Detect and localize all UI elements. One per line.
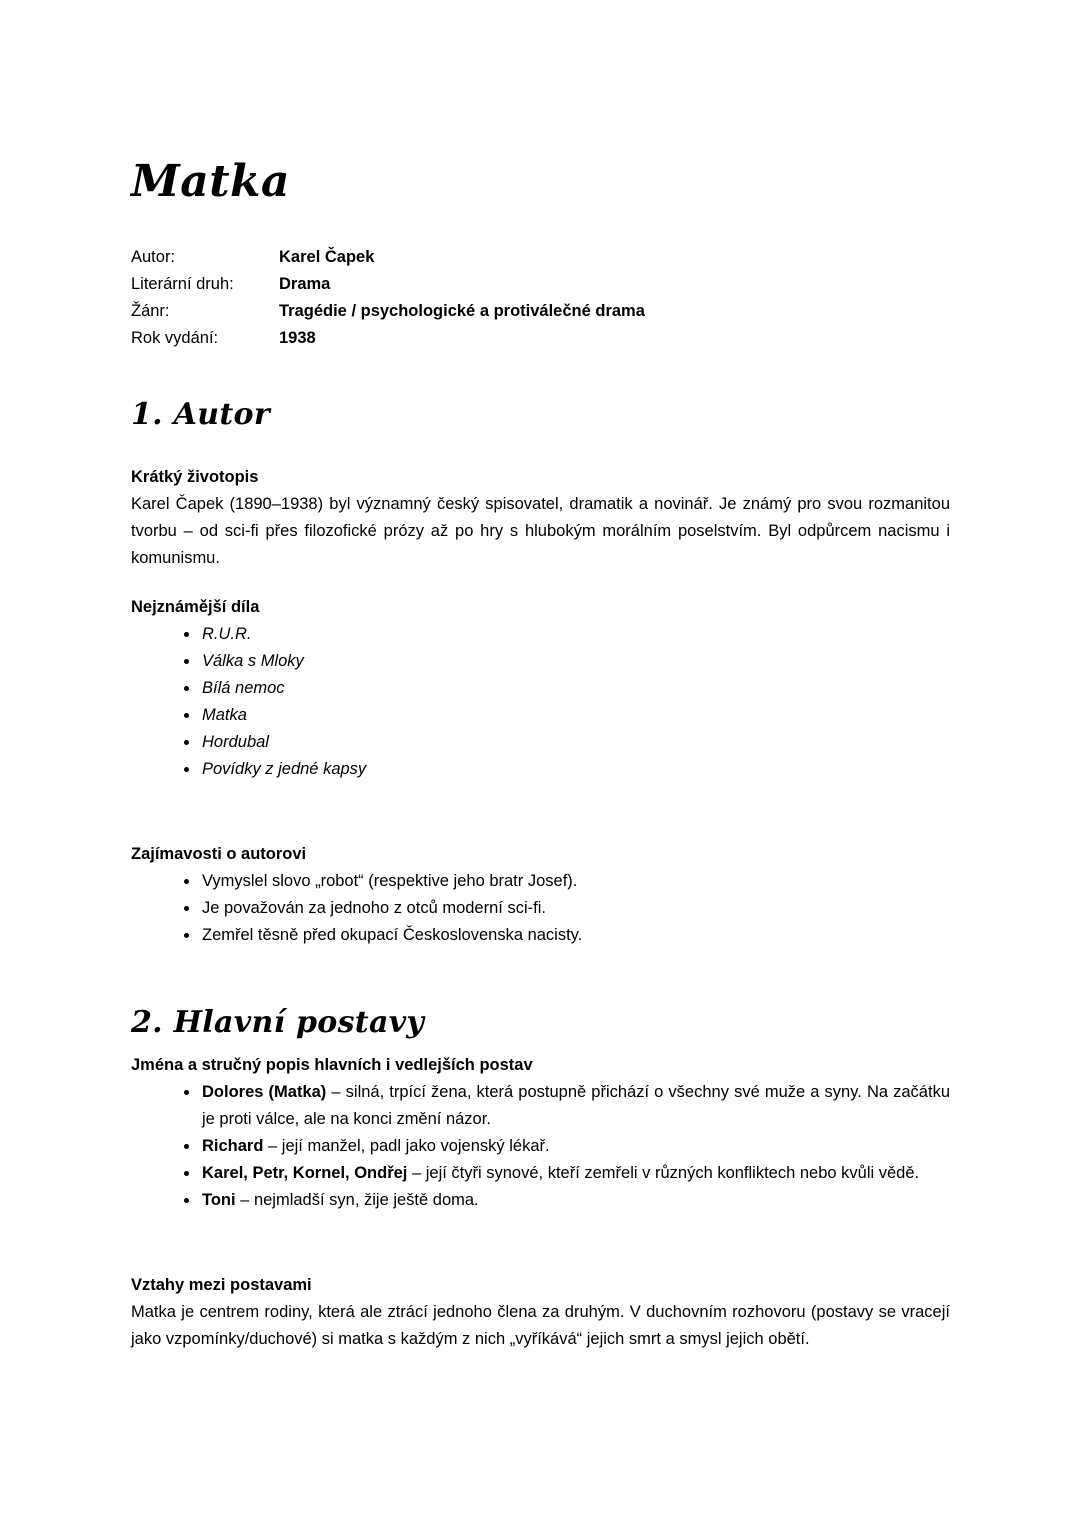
list-item-work: • Válka s Mloky bbox=[200, 648, 950, 675]
meta-value-genre: Tragédie / psychologické a protiválečné drama bbox=[279, 302, 645, 320]
subheading-facts: Zajímavosti o autorovi bbox=[131, 845, 307, 863]
facts-list bbox=[131, 868, 950, 949]
meta-label-year: Rok vydání: bbox=[131, 329, 219, 347]
section-heading-author: 1. Autor bbox=[131, 397, 270, 432]
meta-row-year bbox=[131, 325, 950, 352]
character-name: Toni bbox=[202, 1191, 236, 1209]
character-desc: – její manžel, padl jako vojenský lékař. bbox=[263, 1137, 550, 1155]
list-item-work: • R.U.R. bbox=[200, 621, 950, 648]
list-item-work: • Povídky z jedné kapsy bbox=[200, 756, 950, 783]
meta-value-literary-type: Drama bbox=[279, 275, 331, 293]
subheading-works: Nejznámější díla bbox=[131, 598, 260, 616]
characters-list bbox=[131, 1079, 950, 1214]
character-item bbox=[200, 1160, 950, 1187]
page-title: Matka bbox=[131, 156, 291, 207]
meta-value-author: Karel Čapek bbox=[279, 248, 375, 266]
character-desc: – nejmladší syn, žije ještě doma. bbox=[235, 1191, 479, 1209]
relations-paragraph: Matka je centrem rodiny, která ale ztrácí jednoho člena za druhým. V duchovním rozhovoru (postavy se vracejí jako vzpomínky/duchové) si matka s každým z nich „vyříkává“ jejich smrt a smysl jejich obětí. bbox=[131, 1303, 950, 1348]
meta-label-genre: Žánr: bbox=[131, 302, 170, 320]
character-desc: – její čtyři synové, kteří zemřeli v různých konfliktech nebo kvůli vědě. bbox=[407, 1164, 920, 1182]
list-item-fact: • Zemřel těsně před okupací Československa nacisty. bbox=[200, 922, 950, 949]
meta-value-year: 1938 bbox=[279, 329, 316, 347]
metadata-block bbox=[131, 244, 950, 352]
character-name: Karel, Petr, Kornel, Ondřej bbox=[202, 1164, 408, 1182]
list-item-fact: • Vymyslel slovo „robot“ (respektive jeho bratr Josef). bbox=[200, 868, 950, 895]
character-name: Richard bbox=[202, 1137, 264, 1155]
list-item-work: • Matka bbox=[200, 702, 950, 729]
subheading-relations: Vztahy mezi postavami bbox=[131, 1276, 312, 1294]
biography-paragraph: Karel Čapek (1890–1938) byl významný český spisovatel, dramatik a novinář. Je známý pro svou rozmanitou tvorbu – od sci-fi přes filozofické prózy až po hry s hlubokým morálním poselstvím. Byl odpůrcem nacismu i komunismu. bbox=[131, 495, 950, 567]
meta-label-author: Autor: bbox=[131, 248, 176, 266]
subheading-characters: Jména a stručný popis hlavních i vedlejších postav bbox=[131, 1056, 533, 1074]
list-item-work: • Hordubal bbox=[200, 729, 950, 756]
list-item-work: • Bílá nemoc bbox=[200, 675, 950, 702]
character-item bbox=[200, 1187, 950, 1214]
meta-row-author bbox=[131, 244, 950, 271]
meta-row-genre bbox=[131, 298, 950, 325]
meta-label-literary-type: Literární druh: bbox=[131, 275, 234, 293]
character-desc: – silná, trpící žena, která postupně přichází o všechny své muže a syny. Na začátku je proti válce, ale na konci změní názor. bbox=[202, 1083, 950, 1128]
section-heading-characters: 2. Hlavní postavy bbox=[131, 1005, 425, 1040]
subheading-biography: Krátký životopis bbox=[131, 468, 259, 486]
character-item bbox=[200, 1133, 950, 1160]
works-list bbox=[131, 621, 950, 783]
meta-row-literary-type bbox=[131, 271, 950, 298]
list-item-fact: • Je považován za jednoho z otců moderní sci-fi. bbox=[200, 895, 950, 922]
character-name: Dolores (Matka) bbox=[202, 1083, 327, 1101]
character-item bbox=[200, 1079, 950, 1133]
